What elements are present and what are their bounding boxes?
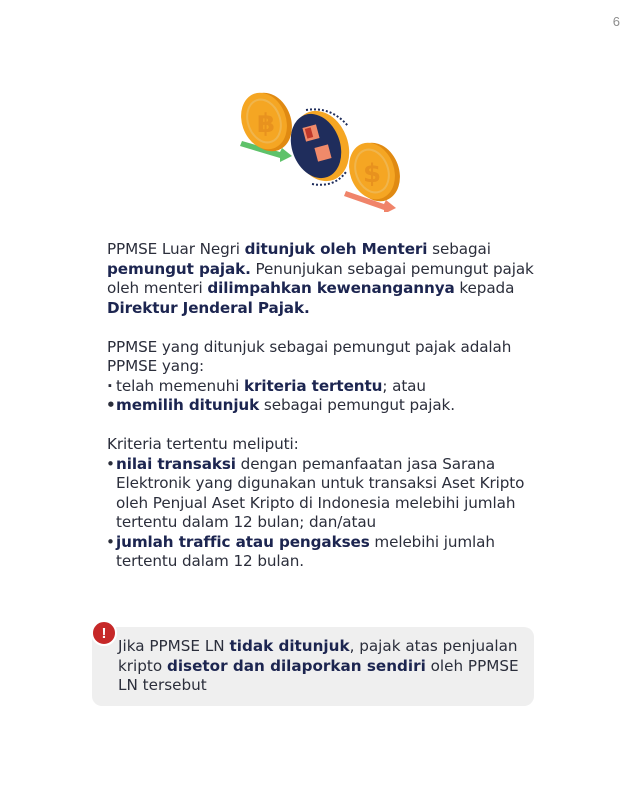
paragraph-criteria: [107, 435, 537, 572]
bold-text: pemungut pajak.: [107, 259, 251, 278]
bitcoin-dollar-exchange-icon: [236, 86, 406, 212]
main-content: [107, 240, 537, 572]
bold-text: dilimpahkan kewenangannya: [207, 279, 455, 297]
bold-text: disetor dan dilaporkan sendiri: [166, 656, 426, 675]
list-item: • memilih ditunjuk sebagai pemungut pajak.: [107, 396, 537, 416]
list-item: • jumlah traffic atau pengakses melebihi jumlah tertentu dalam 12 bulan.: [107, 533, 537, 572]
bold-text: ditunjuk oleh Menteri: [244, 240, 428, 258]
paragraph-appointed-ppmse: [107, 338, 537, 416]
criteria-list: [107, 455, 537, 572]
appointed-criteria-list: [107, 377, 537, 416]
svg-text:$: $: [363, 159, 382, 189]
paragraph-intro: Kriteria tertentu meliputi:: [107, 435, 299, 453]
bold-text: tidak ditunjuk: [229, 637, 350, 655]
crypto-exchange-illustration: [236, 86, 406, 212]
warning-note: Jika PPMSE LN tidak ditunjuk, pajak atas penjualan kripto disetor dan dilaporkan sendiri oleh PPMSE LN tersebut: [92, 627, 534, 706]
list-item: · telah memenuhi kriteria tertentu; atau: [107, 377, 537, 397]
bold-text: Direktur Jenderal Pajak.: [107, 298, 310, 317]
paragraph-appointment: PPMSE Luar Negri ditunjuk oleh Menteri sebagai pemungut pajak. Penunjukan sebagai pemungut pajak oleh menteri dilimpahkan kewenangannya kepada Direktur Jenderal Pajak.: [107, 240, 534, 317]
page-number: 6: [612, 14, 620, 29]
exclamation-icon: !: [91, 620, 117, 646]
list-item: • nilai transaksi dengan pemanfaatan jasa Sarana Elektronik yang digunakan untuk transaksi Aset Kripto oleh Penjual Aset Kripto di Indonesia melebihi jumlah tertentu dalam 12 bulan; dan/atau: [107, 455, 537, 533]
paragraph-intro: PPMSE yang ditunjuk sebagai pemungut pajak adalah PPMSE yang:: [107, 337, 512, 375]
svg-text:฿: ฿: [257, 109, 276, 139]
